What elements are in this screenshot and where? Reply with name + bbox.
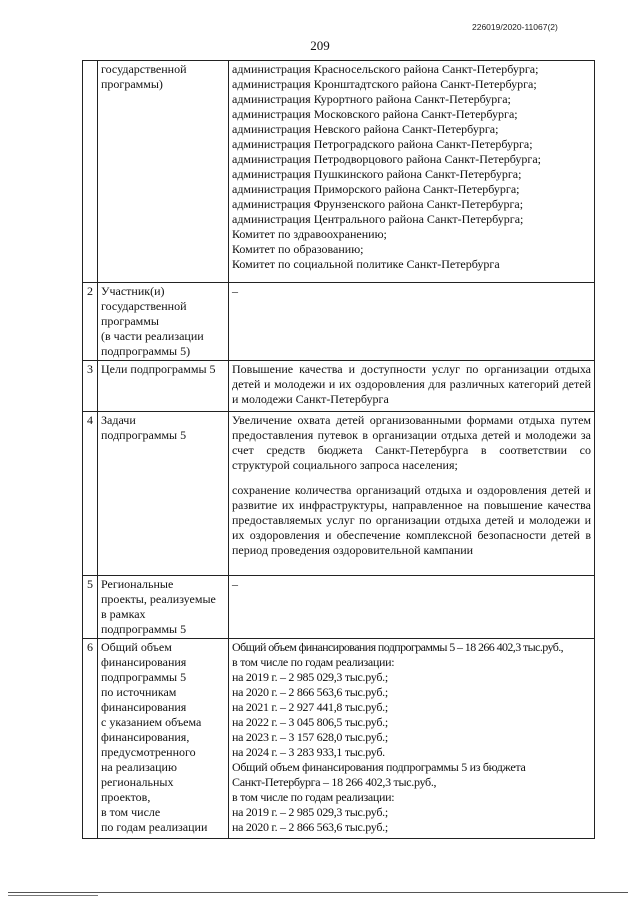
content-line: администрация Фрунзенского района Санкт-Петербурга; <box>232 197 524 211</box>
content-line: администрация Центрального района Санкт-Петербурга; <box>232 212 524 226</box>
label-line: финансирования <box>101 655 187 669</box>
content-line: на 2020 г. – 2 866 563,6 тыс.руб.; <box>232 685 388 699</box>
row-label <box>98 361 229 412</box>
content-line: Комитет по образованию; <box>232 242 364 256</box>
content-line: администрация Красносельского района Санкт-Петербурга; <box>232 62 539 76</box>
content-line: Санкт-Петербурга – 18 266 402,3 тыс.руб., <box>232 775 437 789</box>
label-line: подпрограммы 5 <box>101 670 187 684</box>
row-number: 2 <box>83 283 98 361</box>
content-line: на 2024 г. – 3 283 933,1 тыс.руб. <box>232 745 385 759</box>
row-label <box>98 283 229 361</box>
row-label <box>98 412 229 576</box>
content-line: администрация Кронштадтского района Санкт-Петербурга; <box>232 77 537 91</box>
row-label <box>98 61 229 283</box>
content-line: Комитет по здравоохранению; <box>232 227 387 241</box>
label-line: региональных <box>101 775 174 789</box>
content-paragraph: сохранение количества организаций отдыха и оздоровления детей и развитие их инфраструктуры, направленное на повышение качества предоставляемых услуг по организации отдыха детей и молодежи и их оздоровления и обеспечение комплексной безопасности детей в период проведения оздоровительной кампании <box>232 483 591 557</box>
label-line: Региональные <box>101 577 174 591</box>
row-label <box>98 576 229 639</box>
row-content <box>229 361 595 412</box>
content-line: администрация Невского района Санкт-Петербурга; <box>232 122 499 136</box>
page-bottom-rule-short <box>8 895 98 896</box>
table-row <box>83 283 595 361</box>
row-number <box>83 61 98 283</box>
label-line: финансирования, <box>101 730 190 744</box>
label-line: подпрограммы 5) <box>101 344 191 358</box>
paragraph-spacer <box>232 473 591 483</box>
row-content <box>229 412 595 576</box>
row-number: 4 <box>83 412 98 576</box>
content-line: в том числе по годам реализации: <box>232 655 395 669</box>
label-line: проекты, реализуемые <box>101 592 216 606</box>
label-line: по годам реализации <box>101 820 208 834</box>
label-line: программы <box>101 314 159 328</box>
row-content <box>229 576 595 639</box>
page-bottom-rule <box>8 892 628 893</box>
page-number: 209 <box>310 38 330 53</box>
table-row <box>83 61 595 283</box>
label-line: в рамках <box>101 607 146 621</box>
table-row <box>83 576 595 639</box>
content-line: на 2020 г. – 2 866 563,6 тыс.руб.; <box>232 820 388 834</box>
content-line: администрация Пушкинского района Санкт-Петербурга; <box>232 167 522 181</box>
content-line: на 2023 г. – 3 157 628,0 тыс.руб.; <box>232 730 388 744</box>
row-number: 5 <box>83 576 98 639</box>
table-row <box>83 361 595 412</box>
row-content <box>229 61 595 283</box>
label-line: подпрограммы 5 <box>101 622 187 636</box>
content-line: на 2021 г. – 2 927 441,8 тыс.руб.; <box>232 700 388 714</box>
content-paragraph: Увеличение охвата детей организованными формами отдыха путем предоставления путевок в организации отдыха детей и молодежи за счет средств бюджета Санкт-Петербурга в соответствии со структурой социального запроса населения; <box>232 413 591 472</box>
label-line: (в части реализации <box>101 329 204 343</box>
label-line: финансирования <box>101 700 187 714</box>
content-line: Комитет по социальной политике Санкт-Петербурга <box>232 257 500 271</box>
label-line: государственной <box>101 299 187 313</box>
row-content <box>229 283 595 361</box>
label-line: Задачи <box>101 413 136 427</box>
table-row <box>83 412 595 576</box>
label-line: Цели подпрограммы 5 <box>101 362 216 376</box>
content-line: администрация Приморского района Санкт-Петербурга; <box>232 182 520 196</box>
content-line: Общий объем финансирования подпрограммы 5 из бюджета <box>232 760 526 774</box>
table-row <box>83 639 595 839</box>
label-line: программы) <box>101 77 163 91</box>
row-label <box>98 639 229 839</box>
label-line: подпрограммы 5 <box>101 428 187 442</box>
row-number: 6 <box>83 639 98 839</box>
row-content <box>229 639 595 839</box>
content-line: администрация Петродворцового района Санкт-Петербурга; <box>232 152 542 166</box>
content-line: администрация Курортного района Санкт-Петербурга; <box>232 92 511 106</box>
content-line: – <box>232 284 238 298</box>
content-line: на 2022 г. – 3 045 806,5 тыс.руб.; <box>232 715 388 729</box>
label-line: Общий объем <box>101 640 172 654</box>
label-line: государственной <box>101 62 187 76</box>
content-paragraph: Повышение качества и доступности услуг по организации отдыха детей и молодежи и их оздоровления для различных категорий детей и молодежи Санкт-Петербурга <box>232 362 591 406</box>
content-line: на 2019 г. – 2 985 029,3 тыс.руб.; <box>232 670 388 684</box>
content-line: администрация Московского района Санкт-Петербурга; <box>232 107 518 121</box>
label-line: на реализацию <box>101 760 177 774</box>
passport-table <box>82 60 595 839</box>
label-line: по источникам <box>101 685 177 699</box>
content-line: администрация Петроградского района Санкт-Петербурга; <box>232 137 533 151</box>
content-line: Общий объем финансирования подпрограммы 5 – 18 266 402,3 тыс.руб., <box>232 640 564 654</box>
content-line: на 2019 г. – 2 985 029,3 тыс.руб.; <box>232 805 388 819</box>
label-line: проектов, <box>101 790 151 804</box>
content-line: в том числе по годам реализации: <box>232 790 395 804</box>
label-line: Участник(и) <box>101 284 165 298</box>
row-number: 3 <box>83 361 98 412</box>
label-line: в том числе <box>101 805 161 819</box>
document-registration-number: 226019/2020-11067(2) <box>472 22 558 32</box>
label-line: предусмотренного <box>101 745 196 759</box>
content-line: – <box>232 577 238 591</box>
label-line: с указанием объема <box>101 715 202 729</box>
